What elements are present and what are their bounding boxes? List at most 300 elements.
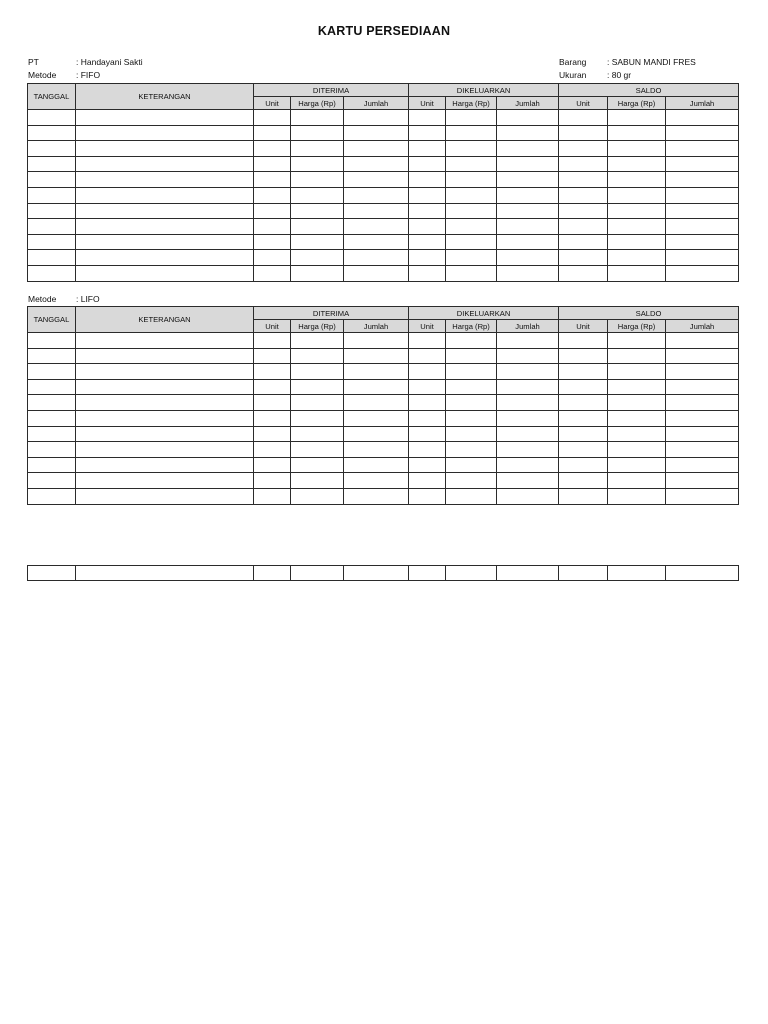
table-cell <box>254 348 291 364</box>
table-cell <box>409 566 446 581</box>
table-cell <box>608 379 666 395</box>
table-cell <box>446 219 497 235</box>
header-tanggal: TANGGAL <box>28 84 76 110</box>
header-keterangan: KETERANGAN <box>76 84 254 110</box>
table-cell <box>254 110 291 126</box>
table-cell <box>497 110 559 126</box>
table-cell <box>446 488 497 504</box>
table-cell <box>608 141 666 157</box>
table-cell <box>446 234 497 250</box>
table-cell <box>559 172 608 188</box>
table-row <box>28 265 739 281</box>
table-cell <box>76 379 254 395</box>
metode-value: : FIFO <box>76 70 101 80</box>
metode-value: : LIFO <box>76 294 100 304</box>
table-cell <box>497 426 559 442</box>
table-cell <box>76 566 254 581</box>
table-cell <box>559 566 608 581</box>
table-row <box>28 410 739 426</box>
table-cell <box>409 426 446 442</box>
table-cell <box>666 488 739 504</box>
table-cell <box>666 473 739 489</box>
lifo-inventory-table <box>27 306 739 505</box>
table-cell <box>254 265 291 281</box>
header-diterima: DITERIMA <box>254 307 409 320</box>
table-cell <box>666 457 739 473</box>
header-unit: Unit <box>409 320 446 333</box>
table-cell <box>559 457 608 473</box>
table-cell <box>666 125 739 141</box>
table-cell <box>666 141 739 157</box>
page-title: KARTU PERSEDIAAN <box>317 24 451 38</box>
table-cell <box>446 410 497 426</box>
table-row <box>28 395 739 411</box>
table-cell <box>559 348 608 364</box>
table-cell <box>344 110 409 126</box>
header-harga: Harga (Rp) <box>291 320 344 333</box>
table-cell <box>28 566 76 581</box>
pt-value: : Handayani Sakti <box>76 57 143 67</box>
table-cell <box>446 172 497 188</box>
table-cell <box>254 234 291 250</box>
table-cell <box>497 457 559 473</box>
table-cell <box>497 219 559 235</box>
table-cell <box>254 333 291 349</box>
table-cell <box>344 333 409 349</box>
table-cell <box>497 234 559 250</box>
table-cell <box>559 187 608 203</box>
table-cell <box>559 234 608 250</box>
header-jumlah: Jumlah <box>666 97 739 110</box>
table-cell <box>291 219 344 235</box>
table-cell <box>344 395 409 411</box>
table-cell <box>254 488 291 504</box>
header-harga: Harga (Rp) <box>446 97 497 110</box>
table-row <box>28 219 739 235</box>
table-cell <box>28 265 76 281</box>
table-cell <box>666 348 739 364</box>
header-unit: Unit <box>559 97 608 110</box>
table-cell <box>608 457 666 473</box>
header-dikeluarkan: DIKELUARKAN <box>409 84 559 97</box>
barang-label: Barang <box>559 57 587 67</box>
table-cell <box>497 265 559 281</box>
table-cell <box>497 203 559 219</box>
table-cell <box>446 395 497 411</box>
table-cell <box>666 379 739 395</box>
table-cell <box>559 141 608 157</box>
table-cell <box>76 203 254 219</box>
table-cell <box>559 473 608 489</box>
ukuran-value: : 80 gr <box>607 70 632 80</box>
metode-label: Metode <box>28 294 57 304</box>
table-cell <box>254 203 291 219</box>
table-cell <box>497 156 559 172</box>
table-cell <box>291 110 344 126</box>
header-jumlah: Jumlah <box>344 97 409 110</box>
table-cell <box>291 379 344 395</box>
table-cell <box>409 410 446 426</box>
table-cell <box>344 566 409 581</box>
table-cell <box>608 395 666 411</box>
table-row <box>28 566 739 581</box>
table-cell <box>254 219 291 235</box>
table-cell <box>344 473 409 489</box>
table-cell <box>559 395 608 411</box>
table-cell <box>291 172 344 188</box>
table-cell <box>409 234 446 250</box>
table-row <box>28 473 739 489</box>
table-cell <box>497 125 559 141</box>
header-unit: Unit <box>254 97 291 110</box>
table-cell <box>291 203 344 219</box>
table-cell <box>344 488 409 504</box>
table-row <box>28 125 739 141</box>
header-harga: Harga (Rp) <box>608 320 666 333</box>
table-row <box>28 457 739 473</box>
table-cell <box>344 426 409 442</box>
table-cell <box>608 265 666 281</box>
table-cell <box>497 141 559 157</box>
table-cell <box>446 156 497 172</box>
table-cell <box>666 410 739 426</box>
table-cell <box>666 156 739 172</box>
table-cell <box>254 395 291 411</box>
table-cell <box>291 488 344 504</box>
header-unit: Unit <box>254 320 291 333</box>
table-cell <box>291 141 344 157</box>
table-cell <box>291 395 344 411</box>
table-cell <box>291 333 344 349</box>
header-jumlah: Jumlah <box>344 320 409 333</box>
table-cell <box>559 442 608 458</box>
table-cell <box>344 234 409 250</box>
table-cell <box>344 250 409 266</box>
table-cell <box>344 172 409 188</box>
table-cell <box>344 156 409 172</box>
table-cell <box>291 234 344 250</box>
table-cell <box>344 379 409 395</box>
table-cell <box>344 141 409 157</box>
table-row <box>28 348 739 364</box>
table-row <box>28 333 739 349</box>
table-cell <box>559 379 608 395</box>
table-cell <box>497 364 559 380</box>
header-diterima: DITERIMA <box>254 84 409 97</box>
pt-label: PT <box>28 57 39 67</box>
table-cell <box>28 333 76 349</box>
table-cell <box>344 219 409 235</box>
table-cell <box>666 442 739 458</box>
table-cell <box>559 426 608 442</box>
table-cell <box>28 250 76 266</box>
table-cell <box>608 566 666 581</box>
table-cell <box>559 364 608 380</box>
table-row <box>28 141 739 157</box>
table-cell <box>666 265 739 281</box>
table-cell <box>446 110 497 126</box>
table-cell <box>409 379 446 395</box>
table-row <box>28 203 739 219</box>
table-cell <box>28 488 76 504</box>
table-cell <box>446 473 497 489</box>
table-cell <box>446 141 497 157</box>
header-saldo: SALDO <box>559 307 739 320</box>
table-cell <box>608 488 666 504</box>
table-cell <box>76 442 254 458</box>
table-cell <box>409 265 446 281</box>
table-cell <box>608 442 666 458</box>
table-cell <box>291 250 344 266</box>
table-cell <box>497 488 559 504</box>
table-row <box>28 442 739 458</box>
table-cell <box>409 219 446 235</box>
table-cell <box>608 473 666 489</box>
header-jumlah: Jumlah <box>497 97 559 110</box>
table-cell <box>28 395 76 411</box>
table-cell <box>666 234 739 250</box>
table-cell <box>76 187 254 203</box>
table-cell <box>76 110 254 126</box>
table-cell <box>76 410 254 426</box>
table-cell <box>28 203 76 219</box>
table-cell <box>291 156 344 172</box>
table-cell <box>344 125 409 141</box>
table-cell <box>446 348 497 364</box>
table-cell <box>409 125 446 141</box>
table-cell <box>608 156 666 172</box>
table-cell <box>497 348 559 364</box>
table-cell <box>608 234 666 250</box>
table-cell <box>28 156 76 172</box>
table-cell <box>497 410 559 426</box>
header-harga: Harga (Rp) <box>291 97 344 110</box>
table-cell <box>254 410 291 426</box>
table-cell <box>344 457 409 473</box>
table-cell <box>291 457 344 473</box>
table-cell <box>409 110 446 126</box>
table-row <box>28 156 739 172</box>
table-cell <box>446 566 497 581</box>
table-cell <box>291 364 344 380</box>
table-cell <box>76 219 254 235</box>
table-cell <box>291 566 344 581</box>
metode-label: Metode <box>28 70 57 80</box>
table-cell <box>28 442 76 458</box>
table-cell <box>28 125 76 141</box>
table-cell <box>446 250 497 266</box>
table-cell <box>608 219 666 235</box>
table-row <box>28 250 739 266</box>
table-cell <box>409 141 446 157</box>
table-cell <box>28 187 76 203</box>
table-row <box>28 426 739 442</box>
table-cell <box>608 410 666 426</box>
fifo-inventory-table <box>27 83 739 282</box>
table-row <box>28 488 739 504</box>
table-cell <box>409 172 446 188</box>
table-cell <box>76 333 254 349</box>
table-cell <box>254 172 291 188</box>
table-cell <box>291 410 344 426</box>
table-cell <box>254 566 291 581</box>
table-cell <box>76 125 254 141</box>
table-cell <box>28 364 76 380</box>
table-cell <box>254 250 291 266</box>
table-cell <box>497 442 559 458</box>
table-row <box>28 187 739 203</box>
table-cell <box>76 473 254 489</box>
table-cell <box>608 426 666 442</box>
table-cell <box>497 473 559 489</box>
table-cell <box>446 457 497 473</box>
table-cell <box>28 348 76 364</box>
header-keterangan: KETERANGAN <box>76 307 254 333</box>
table-cell <box>446 333 497 349</box>
table-cell <box>497 250 559 266</box>
table-cell <box>76 172 254 188</box>
table-cell <box>497 395 559 411</box>
table-cell <box>28 234 76 250</box>
table-cell <box>291 473 344 489</box>
table-cell <box>254 364 291 380</box>
table-cell <box>559 488 608 504</box>
table-cell <box>409 473 446 489</box>
table-cell <box>409 488 446 504</box>
table-cell <box>666 364 739 380</box>
table-cell <box>76 265 254 281</box>
table-cell <box>666 110 739 126</box>
header-dikeluarkan: DIKELUARKAN <box>409 307 559 320</box>
table-cell <box>344 442 409 458</box>
table-cell <box>666 172 739 188</box>
table-cell <box>291 348 344 364</box>
table-cell <box>28 172 76 188</box>
table-cell <box>76 364 254 380</box>
table-cell <box>254 426 291 442</box>
table-cell <box>608 333 666 349</box>
table-cell <box>559 410 608 426</box>
table-cell <box>559 203 608 219</box>
table-cell <box>291 442 344 458</box>
table-cell <box>344 348 409 364</box>
table-cell <box>608 110 666 126</box>
table-cell <box>291 426 344 442</box>
table-cell <box>291 125 344 141</box>
table-cell <box>409 156 446 172</box>
table-cell <box>559 110 608 126</box>
header-harga: Harga (Rp) <box>446 320 497 333</box>
table-cell <box>559 250 608 266</box>
table-cell <box>409 364 446 380</box>
table-cell <box>446 426 497 442</box>
table-cell <box>254 442 291 458</box>
table-cell <box>344 410 409 426</box>
table-cell <box>497 333 559 349</box>
table-cell <box>497 172 559 188</box>
table-row <box>28 364 739 380</box>
table-cell <box>608 187 666 203</box>
table-cell <box>559 333 608 349</box>
table-cell <box>559 219 608 235</box>
ukuran-label: Ukuran <box>559 70 587 80</box>
summary-row-table <box>27 565 739 581</box>
table-cell <box>254 141 291 157</box>
table-cell <box>446 364 497 380</box>
table-cell <box>608 348 666 364</box>
table-cell <box>344 187 409 203</box>
table-cell <box>254 473 291 489</box>
table-cell <box>344 364 409 380</box>
table-cell <box>666 203 739 219</box>
table-cell <box>497 566 559 581</box>
table-cell <box>28 219 76 235</box>
header-unit: Unit <box>559 320 608 333</box>
table-cell <box>409 250 446 266</box>
table-cell <box>446 379 497 395</box>
table-cell <box>666 566 739 581</box>
company-info <box>28 56 143 82</box>
header-unit: Unit <box>409 97 446 110</box>
table-cell <box>409 395 446 411</box>
table-cell <box>76 488 254 504</box>
table-cell <box>608 364 666 380</box>
table-cell <box>28 410 76 426</box>
table-cell <box>28 379 76 395</box>
header-jumlah: Jumlah <box>666 320 739 333</box>
table-cell <box>76 234 254 250</box>
header-harga: Harga (Rp) <box>608 97 666 110</box>
item-info <box>559 56 696 82</box>
table-cell <box>254 125 291 141</box>
table-cell <box>446 203 497 219</box>
table-cell <box>291 265 344 281</box>
table-cell <box>76 141 254 157</box>
table-cell <box>409 187 446 203</box>
table-row <box>28 379 739 395</box>
barang-value: : SABUN MANDI FRES <box>607 57 696 67</box>
table-cell <box>666 219 739 235</box>
table-cell <box>344 265 409 281</box>
table-cell <box>254 156 291 172</box>
table-cell <box>28 426 76 442</box>
table-cell <box>409 348 446 364</box>
table-cell <box>608 125 666 141</box>
table-cell <box>666 333 739 349</box>
table-cell <box>497 379 559 395</box>
table-cell <box>28 141 76 157</box>
table-cell <box>409 333 446 349</box>
table-cell <box>291 187 344 203</box>
table-cell <box>666 187 739 203</box>
table-cell <box>446 125 497 141</box>
table-cell <box>254 379 291 395</box>
table-row <box>28 234 739 250</box>
header-saldo: SALDO <box>559 84 739 97</box>
table-cell <box>666 250 739 266</box>
table-cell <box>344 203 409 219</box>
table-cell <box>446 187 497 203</box>
table-cell <box>76 156 254 172</box>
table-row <box>28 110 739 126</box>
lifo-method-info <box>28 293 100 306</box>
table-cell <box>608 203 666 219</box>
table-cell <box>76 395 254 411</box>
header-jumlah: Jumlah <box>497 320 559 333</box>
table-cell <box>446 265 497 281</box>
table-cell <box>254 187 291 203</box>
table-row <box>28 172 739 188</box>
